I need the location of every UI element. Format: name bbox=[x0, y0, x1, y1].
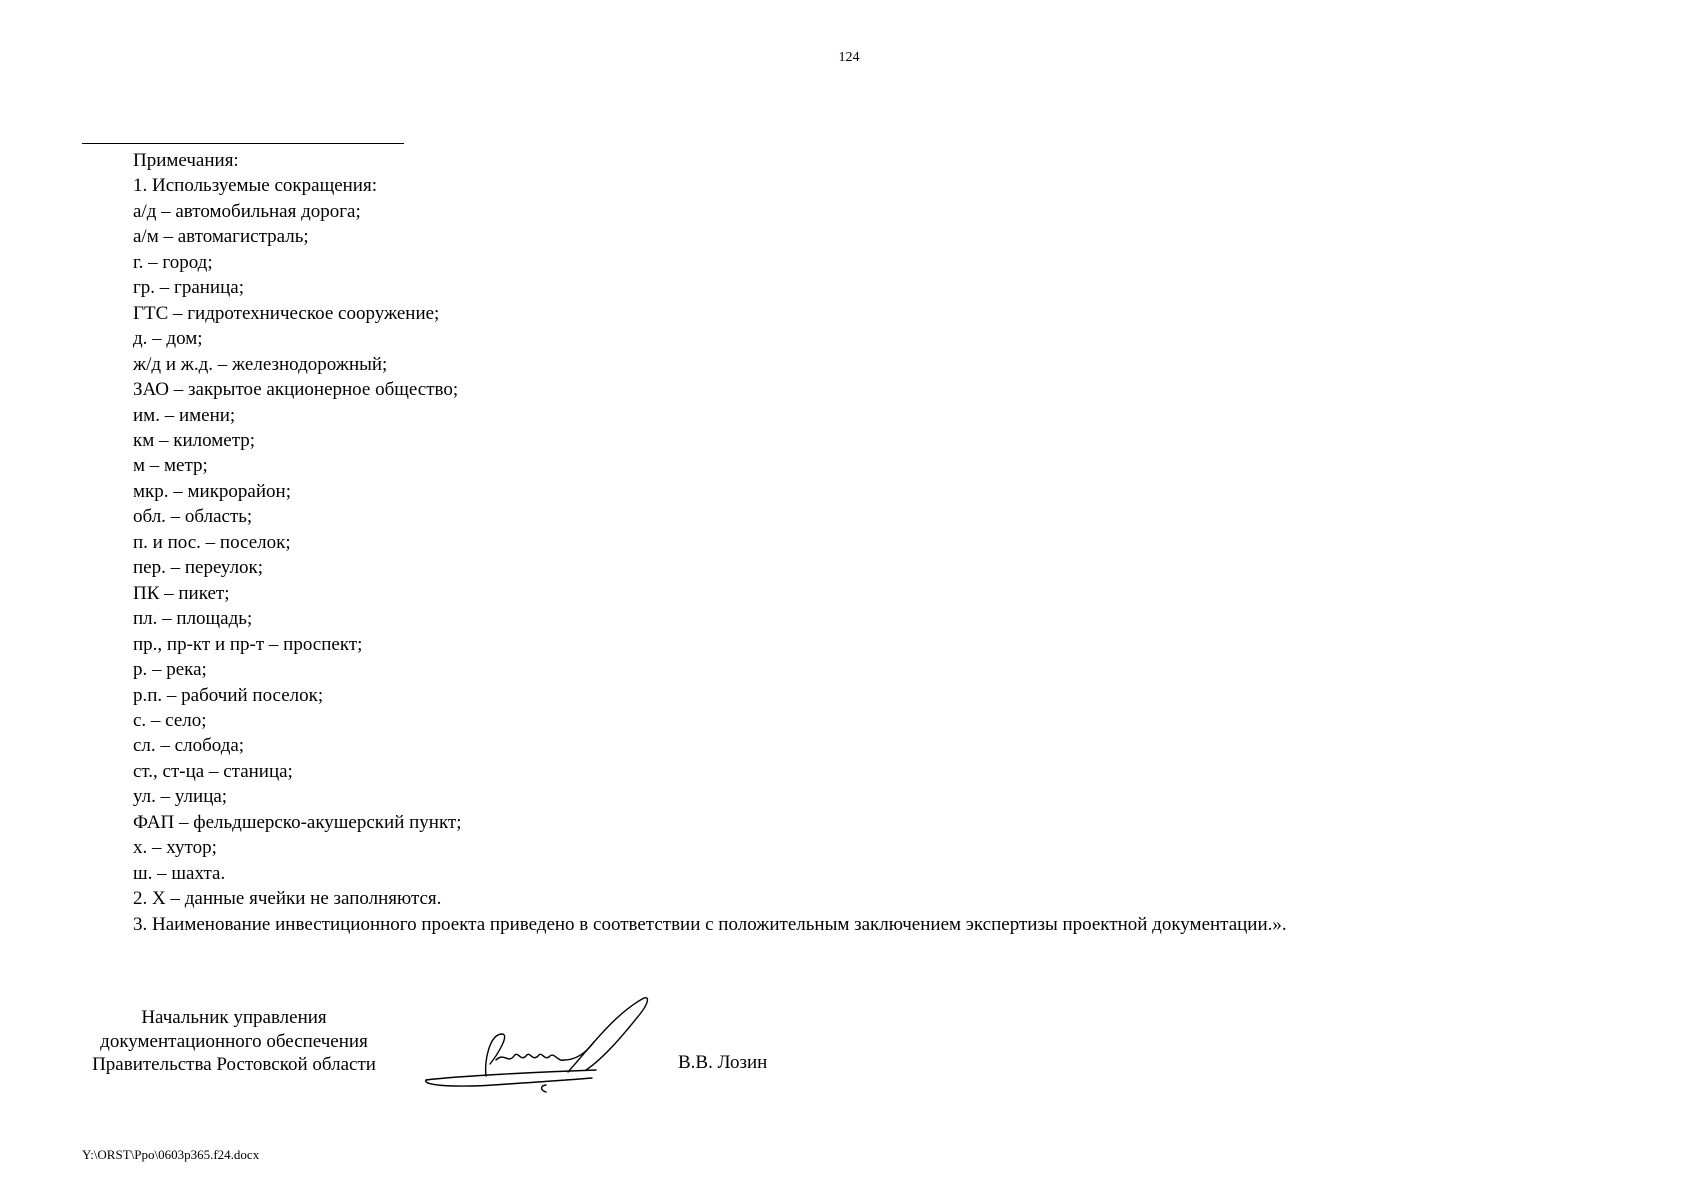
notes-line: пл. – площадь; bbox=[133, 608, 253, 630]
signatory-title-line: документационного обеспечения bbox=[100, 1030, 368, 1052]
notes-heading: Примечания: bbox=[133, 150, 239, 171]
notes-line: ст., ст-ца – станица; bbox=[133, 760, 293, 782]
notes-line: 1. Используемые сокращения: bbox=[133, 175, 377, 197]
page-number: 124 bbox=[838, 50, 860, 65]
notes-line: х. – хутор; bbox=[133, 837, 217, 859]
notes-line: д. – дом; bbox=[133, 328, 203, 350]
notes-line: ПК – пикет; bbox=[133, 582, 230, 604]
notes-line: а/д – автомобильная дорога; bbox=[133, 200, 361, 222]
handwritten-signature bbox=[418, 990, 658, 1100]
notes-line: р.п. – рабочий поселок; bbox=[133, 684, 324, 706]
notes-line: пр., пр-кт и пр-т – проспект; bbox=[133, 633, 363, 655]
notes-line: ул. – улица; bbox=[133, 786, 228, 808]
notes-line: им. – имени; bbox=[133, 404, 236, 426]
notes-line: сл. – слобода; bbox=[133, 735, 245, 757]
notes-line: р. – река; bbox=[133, 659, 207, 681]
signatory-title-line: Начальник управления bbox=[141, 1007, 327, 1028]
notes-line: а/м – автомагистраль; bbox=[133, 226, 309, 248]
file-path: Y:\ORST\Ppo\0603p365.f24.docx bbox=[82, 1147, 260, 1162]
signatory-title bbox=[78, 1006, 390, 1077]
notes-line: пер. – переулок; bbox=[133, 557, 264, 579]
signatory-title-line: Правительства Ростовской области bbox=[92, 1054, 376, 1075]
notes-line: обл. – область; bbox=[133, 506, 253, 528]
footnote-divider bbox=[82, 143, 404, 144]
notes-line: м – метр; bbox=[133, 455, 208, 477]
notes-line: 2. Х – данные ячейки не заполняются. bbox=[133, 888, 442, 910]
notes-line: п. и пос. – поселок; bbox=[133, 531, 291, 553]
notes-line: ш. – шахта. bbox=[133, 862, 226, 884]
notes-line: гр. – граница; bbox=[133, 277, 244, 299]
notes-line: ФАП – фельдшерско-акушерский пункт; bbox=[133, 811, 462, 833]
notes-section bbox=[133, 148, 1287, 937]
notes-line: ЗАО – закрытое акционерное общество; bbox=[133, 379, 459, 401]
notes-line: мкр. – микрорайон; bbox=[133, 480, 291, 502]
notes-line: с. – село; bbox=[133, 709, 207, 731]
signatory-name: В.В. Лозин bbox=[678, 1052, 768, 1073]
notes-line: ж/д и ж.д. – железнодорожный; bbox=[133, 353, 388, 375]
notes-line: 3. Наименование инвестиционного проекта приведено в соответствии с положительным заключением экспертизы проектной документации.». bbox=[133, 913, 1287, 935]
notes-line: ГТС – гидротехническое сооружение; bbox=[133, 302, 440, 324]
notes-line: г. – город; bbox=[133, 251, 213, 273]
notes-line: км – километр; bbox=[133, 429, 256, 451]
